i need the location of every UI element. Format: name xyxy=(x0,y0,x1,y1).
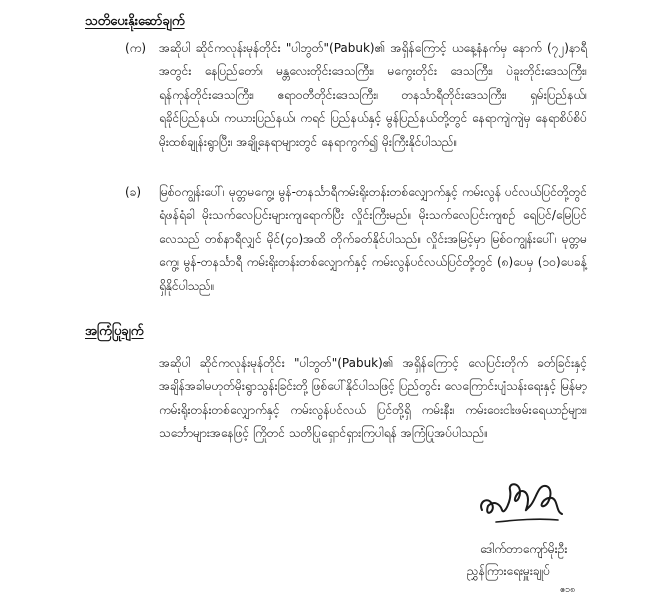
warning-item-ka xyxy=(125,37,587,157)
signature-mark xyxy=(476,476,572,534)
signer-name: ဒေါက်တာကျော်မိုးဦး xyxy=(480,542,568,556)
signature-underline xyxy=(496,519,558,522)
signer-title: ညွှန်ကြားရေးမှူးချုပ် xyxy=(467,564,551,578)
item-text: မြစ်ဝကျွန်းပေါ်၊ မုတ္တမကွေ့၊ မွန်-တနင်္သာရီကမ်းရိုးတန်းတစ်လျှောက်နှင့် ကမ်းလွန် ပင်လယ်ပြင်တို့တွင် ရံဖန်ရံခါ မိုးသက်လေပြင်းများကျရောက်ပြီး လှိုင်းကြီးမည်။ မိုးသက်လေပြင်းကျစဉ် ရေပြင်/မြေပြင်လေသည် တစ်နာရီလျှင် မိုင်(၄၀)အထိ တိုက်ခတ်နိုင်ပါသည်။ လှိုင်းအမြင့်မှာ မြစ်ဝကျွန်းပေါ်၊ မုတ္တမကွေ့၊ မွန်-တနင်္သာရီ ကမ်းရိုးတန်းတစ်လျှောက်နှင့် ကမ်းလွန်ပင်လယ်ပြင်တို့တွင် (၈)ပေမှ (၁၀)ပေခန့် ရှိနိုင်ပါသည်။ xyxy=(159,185,587,293)
advice-paragraph: အဆိုပါ ဆိုင်ကလုန်းမုန်တိုင်း "ပါဘွတ်"(Pabuk)၏ အရှိန်ကြောင့် လေပြင်းတိုက် ခတ်ခြင်းနှင့် အချိန်အခါမဟုတ်မိုးရွာသွန်းခြင်းတို့ ဖြစ်ပေါ်နိုင်ပါသဖြင့် ပြည်တွင်း လေကြောင်းပျံသန်းရေးနှင့် မြန်မာ့ကမ်းရိုးတန်းတစ်လျှောက်နှင့် ကမ်းလွန်ပင်လယ် ပြင်တို့ရှိ ကမ်းနီး၊ ကမ်းဝေးငါးဖမ်းရေယာဉ်များ၊ သင်္ဘောများအနေဖြင့် ကြိုတင် သတိပြုရှောင်ရှားကြပါရန် အကြံပြုအပ်ပါသည်။ xyxy=(159,356,587,441)
signature-stroke xyxy=(481,484,562,514)
warning-item-kha xyxy=(125,181,587,301)
item-text: အဆိုပါ ဆိုင်ကလုန်းမုန်တိုင်း "ပါဘွတ်"(Pabuk)၏ အရှိန်ကြောင့် ယနေ့နံနက်မှ နောက် (၇၂)နာရီအတွင်း နေပြည်တော်၊ မန္တလေးတိုင်းဒေသကြီး၊ မကွေးတိုင်း ဒေသကြီး၊ ပဲခူးတိုင်းဒေသကြီး၊ ရန်ကုန်တိုင်းဒေသကြီး၊ ဧရာဝတီတိုင်းဒေသကြီး၊ တနင်္သာရီတိုင်းဒေသကြီး၊ ရှမ်းပြည်နယ်၊ ရခိုင်ပြည်နယ်၊ ကယားပြည်နယ်၊ ကရင် ပြည်နယ်နှင့် မွန်ပြည်နယ်တို့တွင် နေရာကျဲကျဲမှ နေရာစိပ်စိပ် မိုးထစ်ချုန်းရွာပြီး၊ အချို့နေရာများတွင် နေရာကွက်၍ မိုးကြီးနိုင်ပါသည်။ xyxy=(159,41,587,149)
warning-heading: သတိပေးနိုးဆော်ချက် xyxy=(85,14,185,29)
item-marker: (ခ) xyxy=(125,185,142,199)
item-marker: (က) xyxy=(125,41,147,55)
advice-heading: အကြံပြုချက် xyxy=(85,324,144,339)
signer-code: ဧ၁၈ xyxy=(560,585,576,595)
